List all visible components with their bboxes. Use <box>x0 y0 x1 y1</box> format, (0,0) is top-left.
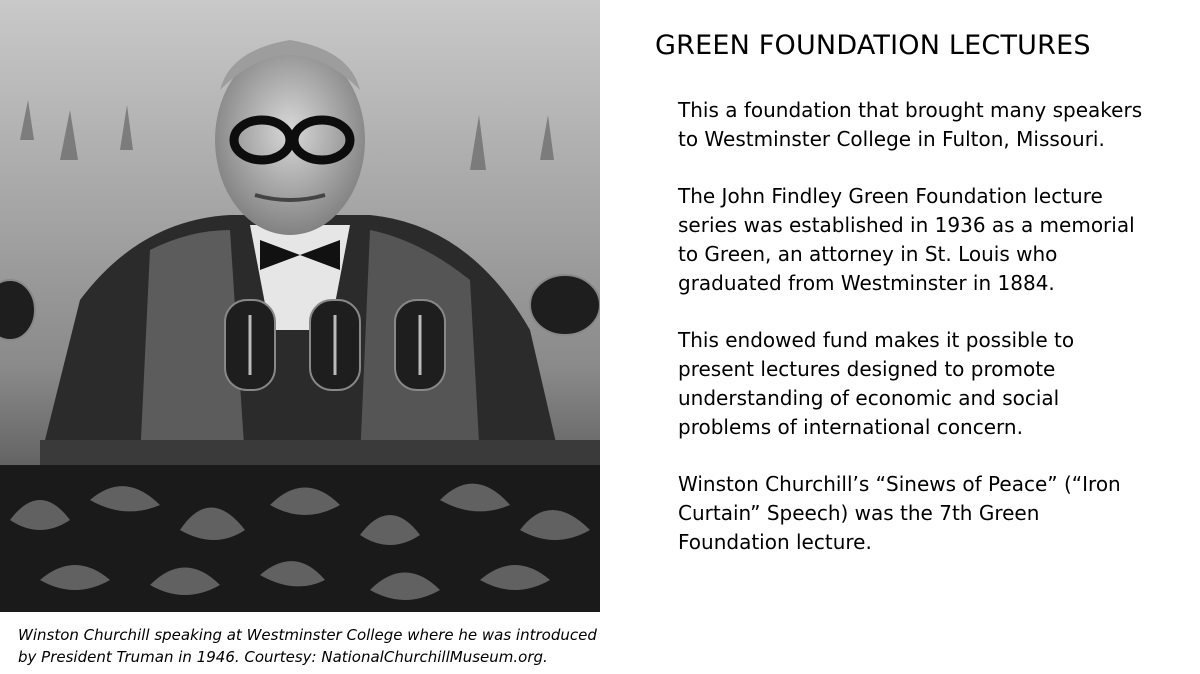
paragraph-line: Curtain” Speech) was the 7th Green <box>678 501 1040 525</box>
caption-line: by President Truman in 1946. Courtesy: NationalChurchillMuseum.org. <box>18 648 548 666</box>
slide-body <box>678 96 1188 585</box>
paragraph-foundation-intro <box>678 96 1188 154</box>
paragraph-endowed-fund <box>678 326 1188 442</box>
photo-caption <box>18 624 618 668</box>
paragraph-lecture-series <box>678 182 1188 298</box>
paragraph-line: graduated from Westminster in 1884. <box>678 271 1055 295</box>
paragraph-line: Winston Churchill’s “Sinews of Peace” (“Iron <box>678 472 1121 496</box>
paragraph-line: problems of international concern. <box>678 415 1023 439</box>
paragraph-line: to Westminster College in Fulton, Missouri. <box>678 127 1105 151</box>
paragraph-line: series was established in 1936 as a memorial <box>678 213 1135 237</box>
paragraph-churchill-speech <box>678 470 1188 557</box>
paragraph-line: understanding of economic and social <box>678 386 1060 410</box>
slide-title: GREEN FOUNDATION LECTURES <box>655 30 1091 61</box>
caption-line: Winston Churchill speaking at Westminster College where he was introduced <box>18 626 597 644</box>
churchill-photo <box>0 0 600 612</box>
churchill-photo-illustration <box>0 0 600 612</box>
paragraph-line: present lectures designed to promote <box>678 357 1056 381</box>
paragraph-line: The John Findley Green Foundation lecture <box>678 184 1103 208</box>
paragraph-line: Foundation lecture. <box>678 530 872 554</box>
paragraph-line: to Green, an attorney in St. Louis who <box>678 242 1058 266</box>
paragraph-line: This endowed fund makes it possible to <box>678 328 1075 352</box>
paragraph-line: This a foundation that brought many speakers <box>678 98 1143 122</box>
